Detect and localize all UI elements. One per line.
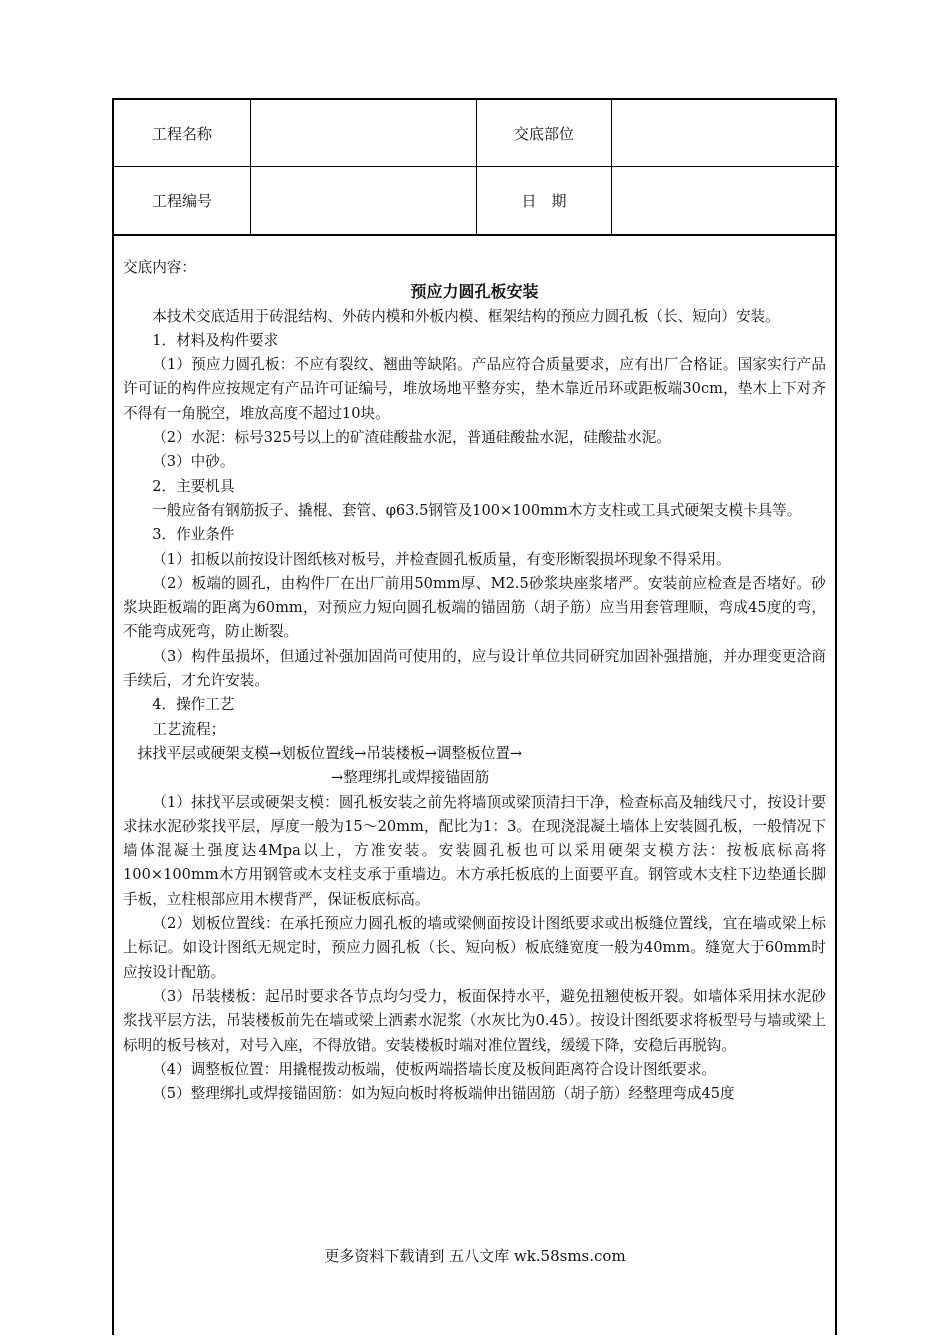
paragraph: 一般应备有钢筋扳子、撬棍、套管、φ63.5钢管及100×100mm木方支柱或工具式硬架支模卡具等。 — [152, 501, 802, 519]
section-heading: 2．主要机具 — [152, 477, 235, 495]
handover-part-value — [612, 100, 839, 167]
paragraph: （5）整理绑扎或焊接锚固筋：如为短向板时将板端伸出锚固筋（胡子筋）经整理弯成45度 — [152, 1085, 735, 1103]
paragraph: （3）构件虽损坏，但通过补强加固尚可使用的，应与设计单位共同研究加固补强措施，并办理变更洽商手续后，才允许安装。 — [123, 647, 826, 690]
document-title: 预应力圆孔板安装 — [410, 282, 539, 302]
section-heading: 4．操作工艺 — [152, 696, 235, 714]
paragraph: （2）划板位置线：在承托预应力圆孔板的墙或梁侧面按设计图纸要求或出板缝位置线，宜在墙或梁上标上标记。如设计图纸无规定时，预应力圆孔板（长、短向板）板底缝宽度一般为40mm。缝宽大于60mm时应按设计配筋。 — [123, 915, 826, 981]
project-no-value — [251, 167, 477, 234]
project-name-value — [251, 100, 477, 167]
paragraph: （2）水泥：标号325号以上的矿渣硅酸盐水泥，普通硅酸盐水泥，硅酸盐水泥。 — [152, 429, 671, 447]
project-name-label: 工程名称 — [114, 100, 251, 167]
process-flow-line-2: →整理绑扎或焊接锚固筋 — [331, 769, 490, 787]
footer-link-text: 更多资料下载请到 五八文库 wk.58sms.com — [324, 1247, 626, 1265]
handover-content — [112, 234, 837, 1335]
process-flow-line-1: 抹找平层或硬架支模→划板位置线→吊装楼板→调整板位置→ — [137, 744, 523, 762]
paragraph: 本技术交底适用于砖混结构、外砖内模和外板内模、框架结构的预应力圆孔板（长、短向）安装。 — [152, 307, 780, 325]
section-heading: 1．材料及构件要求 — [152, 331, 279, 349]
paragraph: 工艺流程； — [152, 720, 226, 738]
date-value — [612, 167, 839, 234]
paragraph: （1）扣板以前按设计图纸核对板号，并检查圆孔板质量，有变形断裂损坏现象不得采用。 — [152, 550, 731, 568]
content-label: 交底内容： — [123, 259, 196, 276]
paragraph: （1）抹找平层或硬架支模：圆孔板安装之前先将墙顶或梁顶清扫干净，检查标高及轴线尺寸，按设计要求抹水泥砂浆找平层，厚度一般为15～20mm，配比为1：3。在现浇混凝土墙体上安装圆孔板，一般情况下墙体混凝土强度达4Mpa以上，方准安装。安装圆孔板也可以采用硬架支模方法：按板底标高将100×100mm木方用钢管或木支柱支承于重墙边。木方承托板底的上面要平直。钢管或木支柱下边垫通长脚手板，立柱根部应用木楔背严，保证板底标高。 — [123, 793, 826, 908]
project-no-label: 工程编号 — [114, 167, 251, 234]
paragraph: （3）吊装楼板：起吊时要求各节点均匀受力，板面保持水平，避免扭翘使板开裂。如墙体采用抹水泥砂浆找平层方法，吊装楼板前先在墙或梁上洒素水泥浆（水灰比为0.45）。按设计图纸要求将板型号与墙或梁上标明的板号核对，对号入座，不得放错。安装楼板时端对准位置线，缓缓下降，安稳后再脱钩。 — [123, 987, 826, 1054]
paragraph: （4）调整板位置：用撬棍拨动板端，使板两端搭墙长度及板间距离符合设计图纸要求。 — [152, 1060, 717, 1078]
section-heading: 3．作业条件 — [152, 526, 235, 544]
header-grid — [112, 98, 837, 234]
handover-table — [112, 98, 837, 1335]
paragraph: （2）板端的圆孔，由构件厂在出厂前用50mm厚、M2.5砂浆块座浆堵严。安装前应检查是否堵好。砂浆块距板端的距离为60mm，对预应力短向圆孔板端的锚固筋（胡子筋）应当用套管理顺，弯成45度的弯，不能弯成死弯，防止断裂。 — [123, 574, 826, 641]
paragraph: （1）预应力圆孔板：不应有裂纹、翘曲等缺陷。产品应符合质量要求，应有出厂合格证。国家实行产品许可证的构件应按规定有产品许可证编号，堆放场地平整夯实，垫木靠近吊环或距板端30cm，垫木上下对齐不得有一角脱空，堆放高度不超过10块。 — [123, 356, 826, 422]
date-label: 日 期 — [477, 167, 612, 234]
handover-part-label: 交底部位 — [477, 100, 612, 167]
paragraph: （3）中砂。 — [152, 453, 235, 471]
